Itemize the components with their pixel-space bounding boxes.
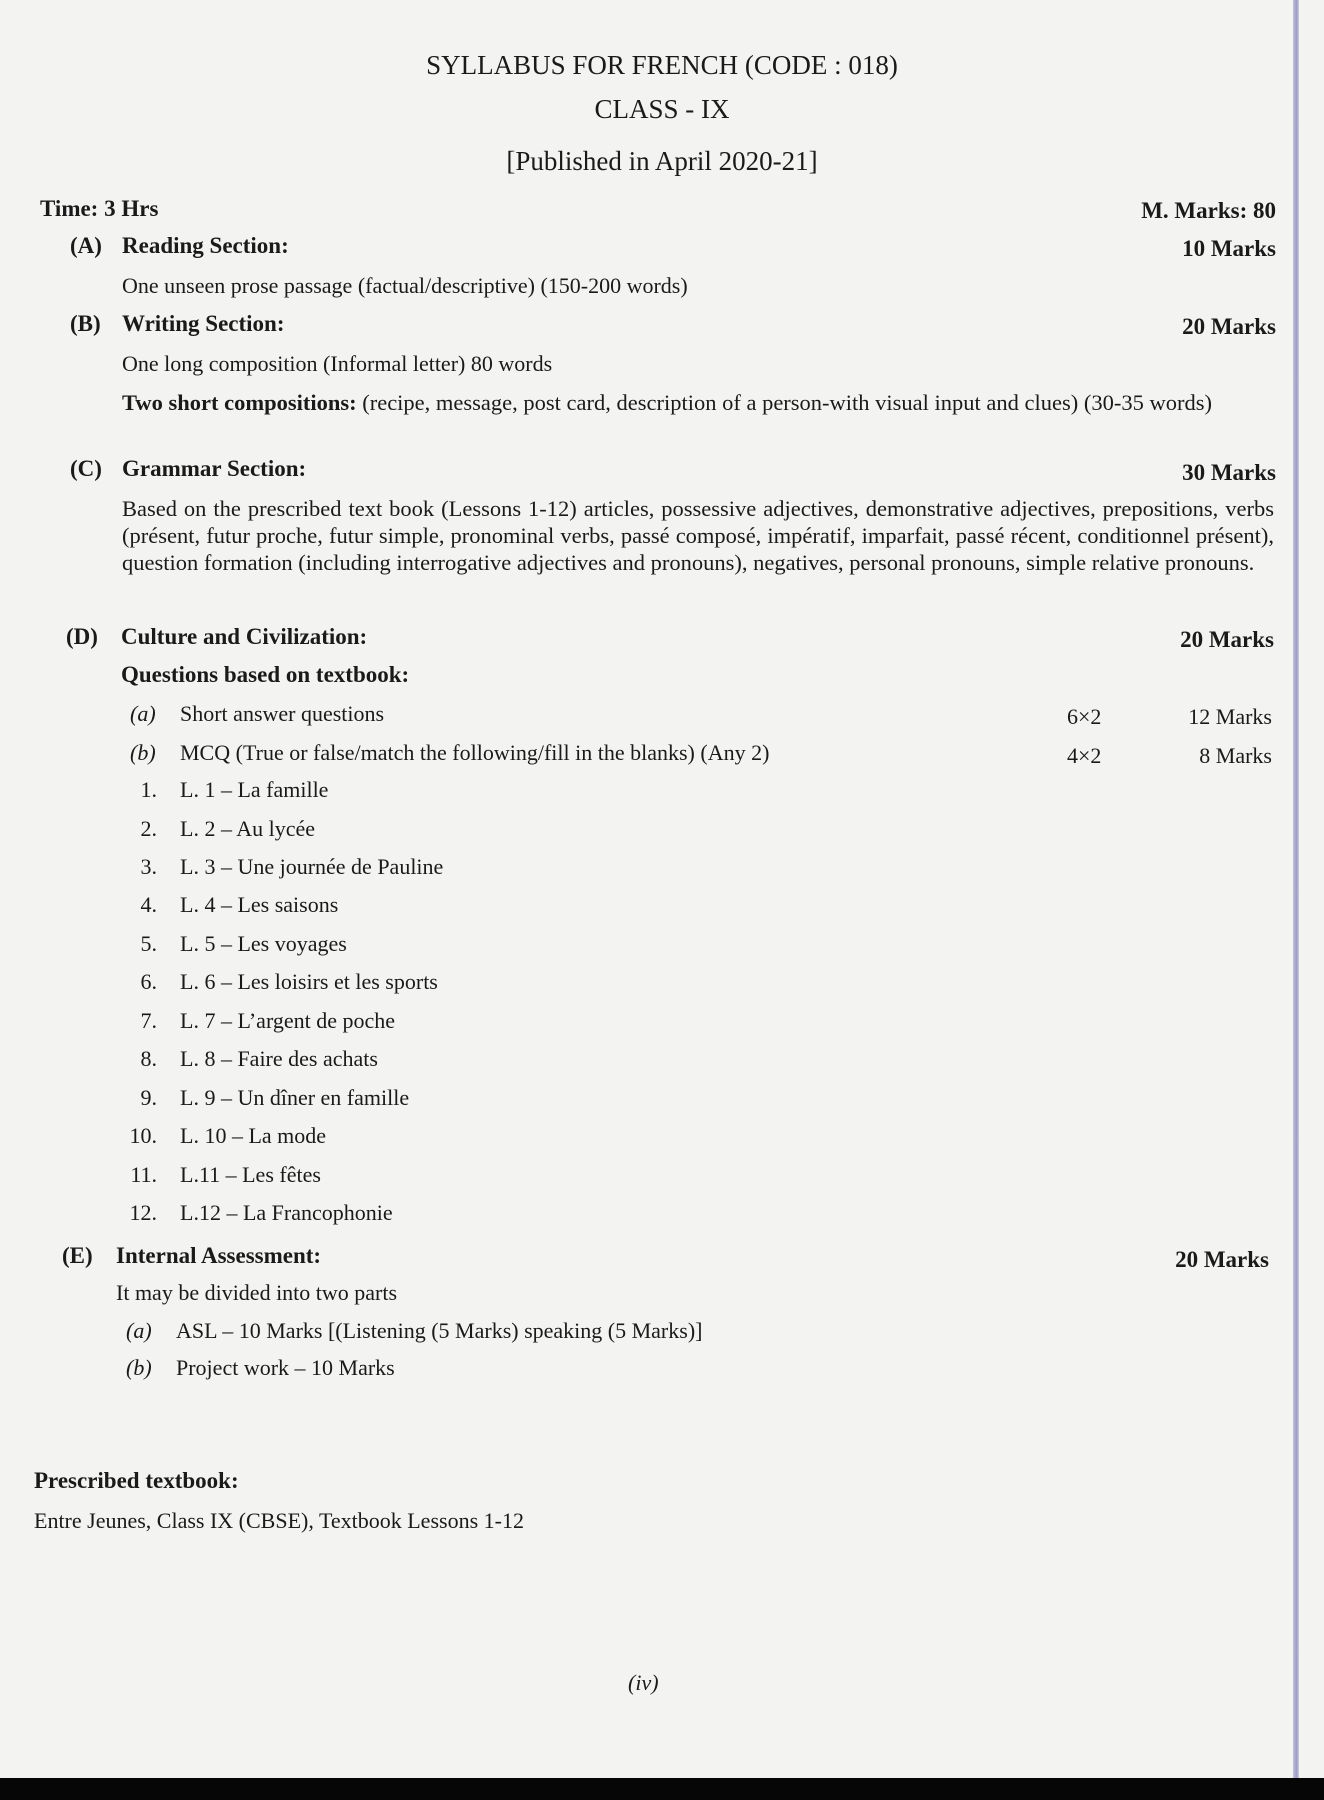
section-b-marks: 20 Marks — [1182, 314, 1276, 339]
lesson-number: 5. — [140, 931, 157, 956]
lesson-number: 1. — [140, 777, 157, 802]
short-compositions-label: Two short compositions: — [122, 390, 357, 415]
lesson-item: L. 10 – La mode — [180, 1123, 327, 1148]
lesson-item: L. 1 – La famille — [180, 777, 329, 802]
section-b-label: (B) — [70, 311, 101, 336]
short-compositions-text: (recipe, message, post card, description of a person-with visual input and clues) (30-35 words) — [356, 390, 1212, 415]
section-d-subtitle: Questions based on textbook: — [121, 662, 410, 687]
lesson-item: L. 2 – Au lycée — [180, 816, 316, 841]
section-a-desc: One unseen prose passage (factual/descriptive) (150-200 words) — [122, 273, 688, 298]
section-d-title: Culture and Civilization: — [121, 624, 368, 649]
part-b-label: (b) — [126, 1355, 152, 1380]
time-label: Time: 3 Hrs — [40, 196, 159, 221]
question-a-scheme: 6×2 — [1067, 704, 1102, 729]
part-a-label: (a) — [126, 1318, 152, 1343]
section-d-label: (D) — [66, 624, 98, 649]
lesson-item: L. 8 – Faire des achats — [180, 1046, 378, 1071]
lesson-item: L. 7 – L’argent de poche — [180, 1008, 396, 1033]
page-number: (iv) — [628, 1670, 659, 1695]
max-marks-label: M. Marks: 80 — [1141, 198, 1276, 223]
section-a-label: (A) — [70, 233, 102, 258]
part-a-text: ASL – 10 Marks [(Listening (5 Marks) speaking (5 Marks)] — [176, 1318, 703, 1343]
question-b-scheme: 4×2 — [1067, 743, 1102, 768]
class-heading: CLASS - IX — [594, 94, 730, 124]
section-e-label: (E) — [62, 1243, 93, 1268]
lesson-item: L. 6 – Les loisirs et les sports — [180, 969, 438, 994]
lesson-item: L.12 – La Francophonie — [180, 1200, 393, 1225]
lesson-number: 11. — [130, 1162, 157, 1187]
scan-bottom-border — [0, 1778, 1324, 1800]
question-b-label: (b) — [130, 740, 156, 765]
section-b-title: Writing Section: — [122, 311, 285, 336]
section-c-desc: Based on the prescribed text book (Lessons 1-12) articles, possessive adjectives, demonstrative adjectives, prepositions, verbs (présent, futur proche, futur simple, pronominal verbs, passé composé, impératif, imparfait, passé récent, conditionnel présent), question formation (including interrogative adjectives and pronouns), negatives, personal pronouns, simple relative pronouns. — [122, 496, 1274, 575]
question-b-marks: 8 Marks — [1199, 743, 1272, 768]
section-b-desc-short — [122, 389, 1274, 416]
section-c-marks: 30 Marks — [1182, 460, 1276, 485]
syllabus-title: SYLLABUS FOR FRENCH (CODE : 018) — [426, 50, 898, 80]
lesson-number: 9. — [140, 1085, 157, 1110]
section-d-marks: 20 Marks — [1180, 627, 1274, 652]
section-e-title: Internal Assessment: — [116, 1243, 322, 1268]
section-c-title: Grammar Section: — [122, 456, 307, 481]
lesson-item: L. 3 – Une journée de Pauline — [180, 854, 444, 879]
lesson-number: 8. — [140, 1046, 157, 1071]
lesson-item: L.11 – Les fêtes — [180, 1162, 321, 1187]
page-edge-shadow — [1293, 0, 1299, 1778]
question-a-marks: 12 Marks — [1188, 704, 1272, 729]
lesson-item: L. 4 – Les saisons — [180, 892, 339, 917]
lesson-item: L. 9 – Un dîner en famille — [180, 1085, 410, 1110]
section-e-desc: It may be divided into two parts — [116, 1280, 398, 1305]
section-a-title: Reading Section: — [122, 233, 289, 258]
lesson-item: L. 5 – Les voyages — [180, 931, 347, 956]
published-note: [Published in April 2020-21] — [506, 146, 818, 176]
lesson-number: 10. — [129, 1123, 157, 1148]
textbook-text: Entre Jeunes, Class IX (CBSE), Textbook Lessons 1-12 — [34, 1508, 524, 1533]
lesson-number: 7. — [140, 1008, 157, 1033]
lesson-number: 3. — [140, 854, 157, 879]
textbook-heading: Prescribed textbook: — [34, 1468, 239, 1493]
question-a-text: Short answer questions — [180, 701, 385, 726]
question-b-text: MCQ (True or false/match the following/fill in the blanks) (Any 2) — [180, 740, 770, 765]
section-a-marks: 10 Marks — [1182, 236, 1276, 261]
section-c-label: (C) — [70, 456, 102, 481]
lesson-number: 4. — [140, 892, 157, 917]
lesson-number: 2. — [140, 816, 157, 841]
section-e-marks: 20 Marks — [1175, 1247, 1269, 1272]
lesson-number: 6. — [140, 969, 157, 994]
lesson-number: 12. — [129, 1200, 157, 1225]
section-b-desc-long: One long composition (Informal letter) 80 words — [122, 351, 553, 376]
question-a-label: (a) — [130, 701, 156, 726]
part-b-text: Project work – 10 Marks — [176, 1355, 395, 1380]
